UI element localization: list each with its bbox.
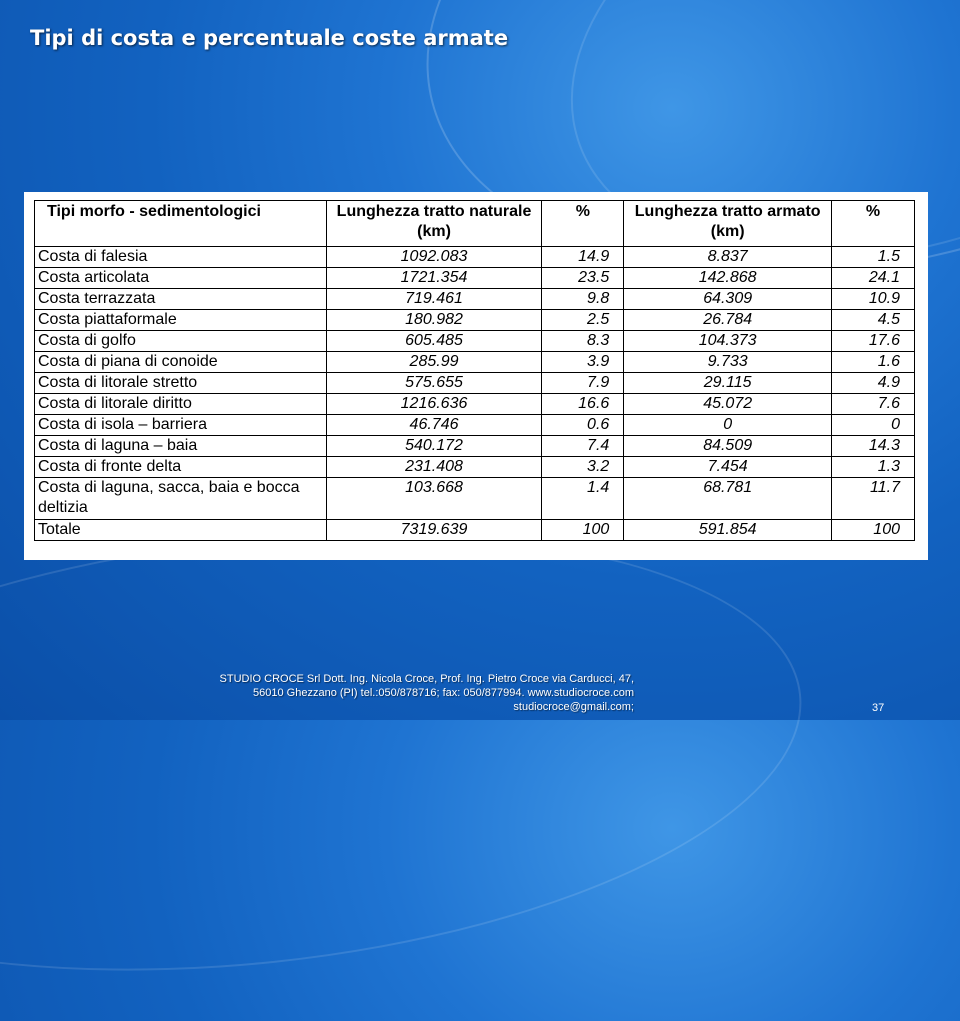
- background-swirl: [0, 483, 823, 1020]
- coastline-table-panel: [24, 192, 928, 560]
- header-natural-percent: %: [542, 201, 624, 247]
- cell-type: Costa di fronte delta: [35, 457, 327, 478]
- footer-line: studiocroce@gmail.com;: [513, 701, 634, 713]
- cell-natural-percent: 23.5: [542, 268, 624, 289]
- coastline-table: [34, 200, 915, 541]
- cell-armored-percent: 24.1: [832, 268, 915, 289]
- cell-armored-length: 26.784: [624, 310, 832, 331]
- cell-armored-percent: 1.3: [832, 457, 915, 478]
- footer-line: STUDIO CROCE Srl Dott. Ing. Nicola Croce, Prof. Ing. Pietro Croce via Carducci, 47,: [219, 673, 634, 685]
- cell-armored-length: 0: [624, 415, 832, 436]
- table-row: [35, 310, 915, 331]
- cell-natural-percent: 9.8: [542, 289, 624, 310]
- cell-natural-length: 7319.639: [326, 520, 542, 541]
- cell-type: Totale: [35, 520, 327, 541]
- cell-natural-length: 575.655: [326, 373, 542, 394]
- cell-type: Costa di falesia: [35, 247, 327, 268]
- cell-type: Costa di piana di conoide: [35, 352, 327, 373]
- cell-armored-percent: 0: [832, 415, 915, 436]
- cell-natural-percent: 8.3: [542, 331, 624, 352]
- cell-type: Costa di litorale stretto: [35, 373, 327, 394]
- cell-natural-length: 180.982: [326, 310, 542, 331]
- cell-natural-percent: 1.4: [542, 478, 624, 520]
- cell-armored-percent: 4.5: [832, 310, 915, 331]
- cell-natural-length: 719.461: [326, 289, 542, 310]
- cell-natural-length: 605.485: [326, 331, 542, 352]
- cell-armored-percent: 1.5: [832, 247, 915, 268]
- cell-natural-percent: 3.2: [542, 457, 624, 478]
- cell-natural-length: 540.172: [326, 436, 542, 457]
- cell-natural-length: 285.99: [326, 352, 542, 373]
- cell-natural-percent: 100: [542, 520, 624, 541]
- table-total-row: [35, 520, 915, 541]
- header-armored-length: Lunghezza tratto armato (km): [624, 201, 832, 247]
- cell-armored-length: 9.733: [624, 352, 832, 373]
- cell-armored-percent: 7.6: [832, 394, 915, 415]
- cell-natural-length: 231.408: [326, 457, 542, 478]
- table-row: [35, 457, 915, 478]
- header-type: Tipi morfo - sedimentologici: [35, 201, 327, 247]
- cell-armored-length: 64.309: [624, 289, 832, 310]
- cell-type: Costa di laguna, sacca, baia e bocca deltizia: [35, 478, 327, 520]
- cell-armored-percent: 10.9: [832, 289, 915, 310]
- cell-armored-length: 591.854: [624, 520, 832, 541]
- cell-type: Costa di laguna – baia: [35, 436, 327, 457]
- cell-type: Costa terrazzata: [35, 289, 327, 310]
- header-armored-percent: %: [832, 201, 915, 247]
- cell-armored-percent: 4.9: [832, 373, 915, 394]
- slide-title: Tipi di costa e percentuale coste armate: [30, 26, 509, 50]
- table-row: [35, 373, 915, 394]
- cell-natural-length: 103.668: [326, 478, 542, 520]
- table-row: [35, 352, 915, 373]
- table-row: [35, 478, 915, 520]
- cell-natural-percent: 14.9: [542, 247, 624, 268]
- cell-natural-percent: 0.6: [542, 415, 624, 436]
- cell-type: Costa articolata: [35, 268, 327, 289]
- cell-natural-length: 1216.636: [326, 394, 542, 415]
- table-row: [35, 415, 915, 436]
- cell-natural-percent: 16.6: [542, 394, 624, 415]
- cell-type: Costa di golfo: [35, 331, 327, 352]
- cell-armored-percent: 100: [832, 520, 915, 541]
- cell-armored-length: 7.454: [624, 457, 832, 478]
- cell-armored-length: 45.072: [624, 394, 832, 415]
- cell-type: Costa di litorale diritto: [35, 394, 327, 415]
- table-header-row: [35, 201, 915, 247]
- table-row: [35, 289, 915, 310]
- cell-natural-length: 46.746: [326, 415, 542, 436]
- cell-armored-length: 84.509: [624, 436, 832, 457]
- table-row: [35, 394, 915, 415]
- cell-natural-percent: 3.9: [542, 352, 624, 373]
- footer-line: 56010 Ghezzano (PI) tel.:050/878716; fax: 050/877994. www.studiocroce.com: [253, 687, 634, 699]
- cell-natural-length: 1092.083: [326, 247, 542, 268]
- table-row: [35, 436, 915, 457]
- cell-natural-percent: 7.4: [542, 436, 624, 457]
- cell-armored-percent: 1.6: [832, 352, 915, 373]
- cell-armored-percent: 14.3: [832, 436, 915, 457]
- table-row: [35, 331, 915, 352]
- header-natural-length: Lunghezza tratto naturale (km): [326, 201, 542, 247]
- cell-armored-length: 68.781: [624, 478, 832, 520]
- cell-armored-percent: 17.6: [832, 331, 915, 352]
- cell-natural-percent: 7.9: [542, 373, 624, 394]
- table-row: [35, 268, 915, 289]
- table-row: [35, 247, 915, 268]
- cell-natural-length: 1721.354: [326, 268, 542, 289]
- cell-armored-percent: 11.7: [832, 478, 915, 520]
- cell-armored-length: 142.868: [624, 268, 832, 289]
- cell-armored-length: 104.373: [624, 331, 832, 352]
- cell-natural-percent: 2.5: [542, 310, 624, 331]
- page-number: 37: [872, 702, 885, 714]
- slide-footer: [142, 672, 634, 714]
- cell-type: Costa piattaformale: [35, 310, 327, 331]
- cell-armored-length: 8.837: [624, 247, 832, 268]
- cell-type: Costa di isola – barriera: [35, 415, 327, 436]
- cell-armored-length: 29.115: [624, 373, 832, 394]
